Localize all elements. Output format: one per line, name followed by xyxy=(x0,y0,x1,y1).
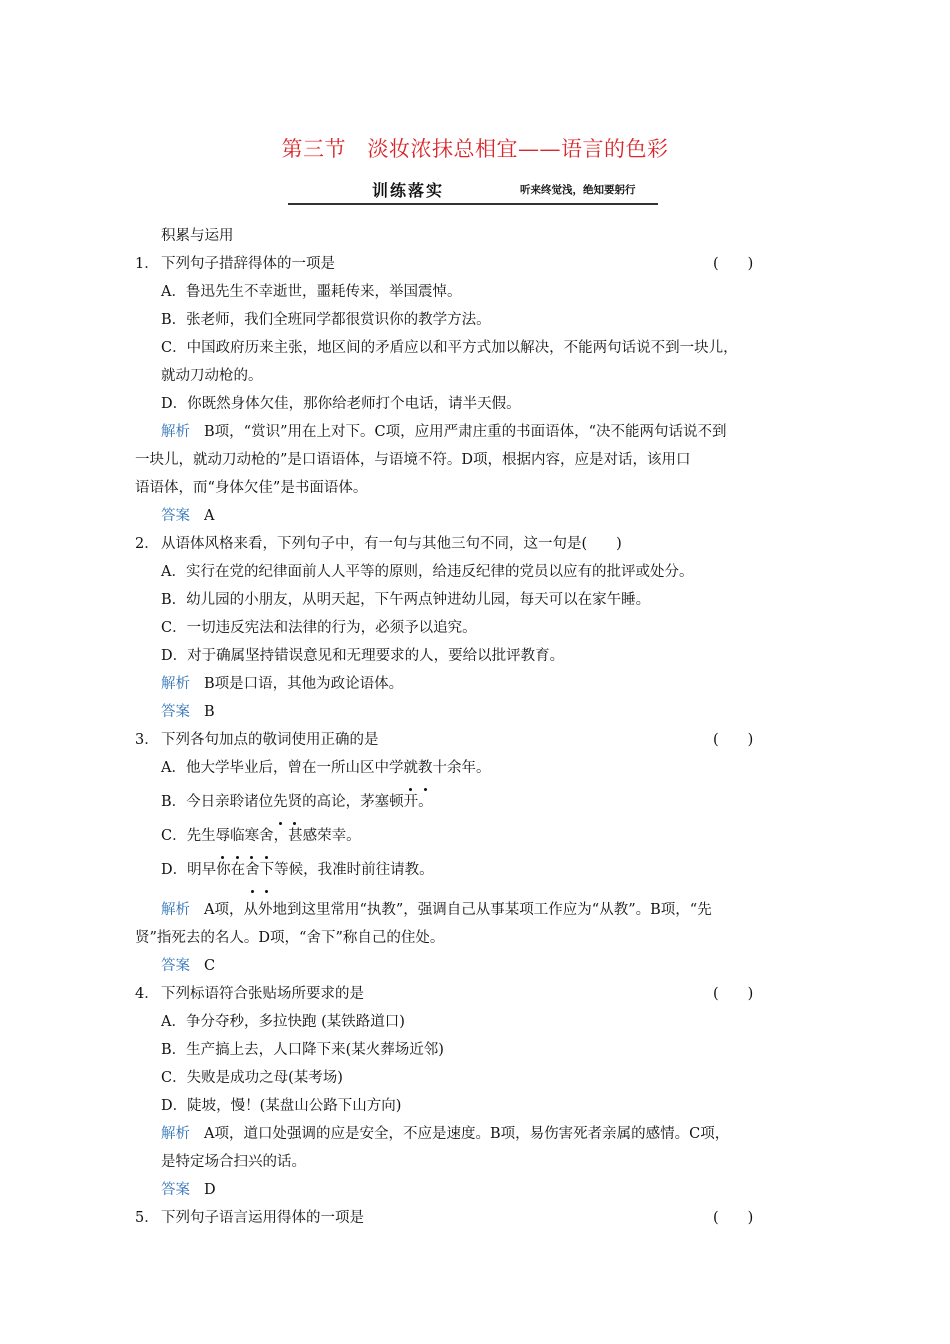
option-d: D．陡坡，慢！(某盘山公路下山方向) xyxy=(161,1098,402,1114)
banner-main-text: 训练落实 xyxy=(372,181,445,200)
answer-blank: ( ) xyxy=(713,1210,754,1226)
dotted-char: 先 xyxy=(273,788,288,816)
option-c: C．一切违反宪法和法律的行为，必须予以追究。 xyxy=(161,620,477,636)
option-d: D．你既然身体欠佳，那你给老师打个电话，请半天假。 xyxy=(161,396,521,412)
answer-value: B xyxy=(204,704,215,720)
option-b: B．张老师，我们全班同学都很赏识你的教学方法。 xyxy=(161,312,491,328)
dotted-char: 舍 xyxy=(245,856,260,884)
banner-motto: 听来终觉浅，绝知要躬行 xyxy=(520,184,636,196)
question-stem: 下列句子语言运用得体的一项是 xyxy=(161,1210,364,1226)
option-c: C．失败是成功之母(某考场) xyxy=(161,1070,343,1086)
question-stem: 下列句子措辞得体的一项是 xyxy=(161,256,335,272)
answer xyxy=(135,502,825,530)
analysis xyxy=(135,1120,825,1148)
question-stem: 下列各句加点的敬词使用正确的是 xyxy=(161,732,379,748)
page-title: 第三节 淡妆浓抹总相宜——语言的色彩 xyxy=(281,137,669,161)
answer-value: A xyxy=(204,508,215,524)
option-text: A．他大学毕业后，曾在一所山区中学 xyxy=(161,760,404,776)
option-b: B．幼儿园的小朋友，从明天起，下午两点钟进幼儿园，每天可以在家午睡。 xyxy=(161,592,651,608)
dotted-char: 寒 xyxy=(245,822,260,850)
option-text: D．明早你在 xyxy=(161,862,246,878)
analysis-text: B项是口语，其他为政论语体。 xyxy=(204,676,404,692)
answer xyxy=(135,698,825,726)
analysis xyxy=(135,418,825,446)
option-d: D．对于确属坚持错误意见和无理要求的人，要给以批评教育。 xyxy=(161,648,565,664)
option-text: C．先生 xyxy=(161,828,216,844)
question-4 xyxy=(135,980,825,1008)
answer-value: D xyxy=(204,1182,216,1198)
option-b: B．生产搞上去，人口降下来(某火葬场近邻) xyxy=(161,1042,444,1058)
answer-blank: ( ) xyxy=(713,986,754,1002)
option-text: 的高论，茅塞顿开。 xyxy=(302,794,433,810)
option-text: ，甚感荣幸。 xyxy=(273,828,361,844)
analysis xyxy=(135,896,825,924)
analysis xyxy=(135,670,825,698)
option-text: B．今日亲聆诸位 xyxy=(161,794,274,810)
dotted-char: 教 xyxy=(418,754,433,782)
dotted-char: 贤 xyxy=(288,788,303,816)
analysis-text: 一块儿，就动刀动枪的”是口语语体，与语境不符。D项，根据内容，应是对话，该用口 xyxy=(135,452,691,468)
answer-label: 答案 xyxy=(161,1182,190,1198)
option-text: 等候，我准时前往请教。 xyxy=(274,862,434,878)
answer-label: 答案 xyxy=(161,958,190,974)
question-number: 3． xyxy=(135,732,159,748)
answer-label: 答案 xyxy=(161,508,190,524)
option-a xyxy=(135,754,825,788)
dotted-char: 就 xyxy=(403,754,418,782)
option-d xyxy=(135,856,825,890)
analysis-label: 解析 xyxy=(161,1126,190,1142)
option-text: 十余年。 xyxy=(432,760,491,776)
option-a: A．鲁迅先生不幸逝世，噩耗传来，举国震悼。 xyxy=(161,284,462,300)
question-1 xyxy=(135,250,825,278)
analysis-text: B项，“赏识”用在上对下。C项，应用严肃庄重的书面语体，“决不能两句话说不到 xyxy=(204,424,727,440)
question-3 xyxy=(135,726,825,754)
answer xyxy=(135,952,825,980)
option-a: A．实行在党的纪律面前人人平等的原则，给违反纪律的党员以应有的批评或处分。 xyxy=(161,564,694,580)
answer-label: 答案 xyxy=(161,704,190,720)
question-stem: 下列标语符合张贴场所要求的是 xyxy=(161,986,364,1002)
option-a: A．争分夺秒，多拉快跑 (某铁路道口) xyxy=(161,1014,405,1030)
option-b xyxy=(135,788,825,822)
option-c: C．中国政府历来主张，地区间的矛盾应以和平方式加以解决，不能两句话说不到一块儿， xyxy=(161,340,738,356)
question-stem: 从语体风格来看，下列句子中，有一句与其他三句不同，这一句是( ) xyxy=(161,536,622,552)
answer xyxy=(135,1176,825,1204)
question-number: 4． xyxy=(135,986,159,1002)
question-number: 5． xyxy=(135,1210,159,1226)
question-5 xyxy=(135,1204,825,1232)
exercise-content xyxy=(135,222,825,1232)
section-banner xyxy=(288,178,658,204)
question-number: 1． xyxy=(135,256,159,272)
analysis-text: A项，道口处强调的应是安全，不应是速度。B项，易伤害死者亲属的感情。C项， xyxy=(204,1126,730,1142)
answer-blank: ( ) xyxy=(713,732,754,748)
analysis-text: A项，从外地到这里常用“执教”，强调自己从事某项工作应为“从教”。B项，“先 xyxy=(204,902,712,918)
answer-value: C xyxy=(204,958,216,974)
analysis-text: 是特定场合扫兴的话。 xyxy=(161,1154,306,1170)
analysis-text: 语语体，而“身体欠佳”是书面语体。 xyxy=(135,480,368,496)
analysis-text: 贤”指死去的名人。D项，“舍下”称自己的住处。 xyxy=(135,930,445,946)
dotted-char: 辱 xyxy=(216,822,231,850)
question-2 xyxy=(135,530,825,558)
question-number: 2． xyxy=(135,536,159,552)
dotted-char: 舍 xyxy=(259,822,274,850)
analysis-label: 解析 xyxy=(161,902,190,918)
analysis-label: 解析 xyxy=(161,676,190,692)
analysis-label: 解析 xyxy=(161,424,190,440)
dotted-char: 下 xyxy=(260,856,275,884)
section-heading: 积累与运用 xyxy=(161,228,234,244)
banner-divider xyxy=(288,203,658,205)
dotted-char: 临 xyxy=(230,822,245,850)
answer-blank: ( ) xyxy=(713,256,754,272)
option-c-continued: 就动刀动枪的。 xyxy=(161,368,263,384)
option-c xyxy=(135,822,825,856)
